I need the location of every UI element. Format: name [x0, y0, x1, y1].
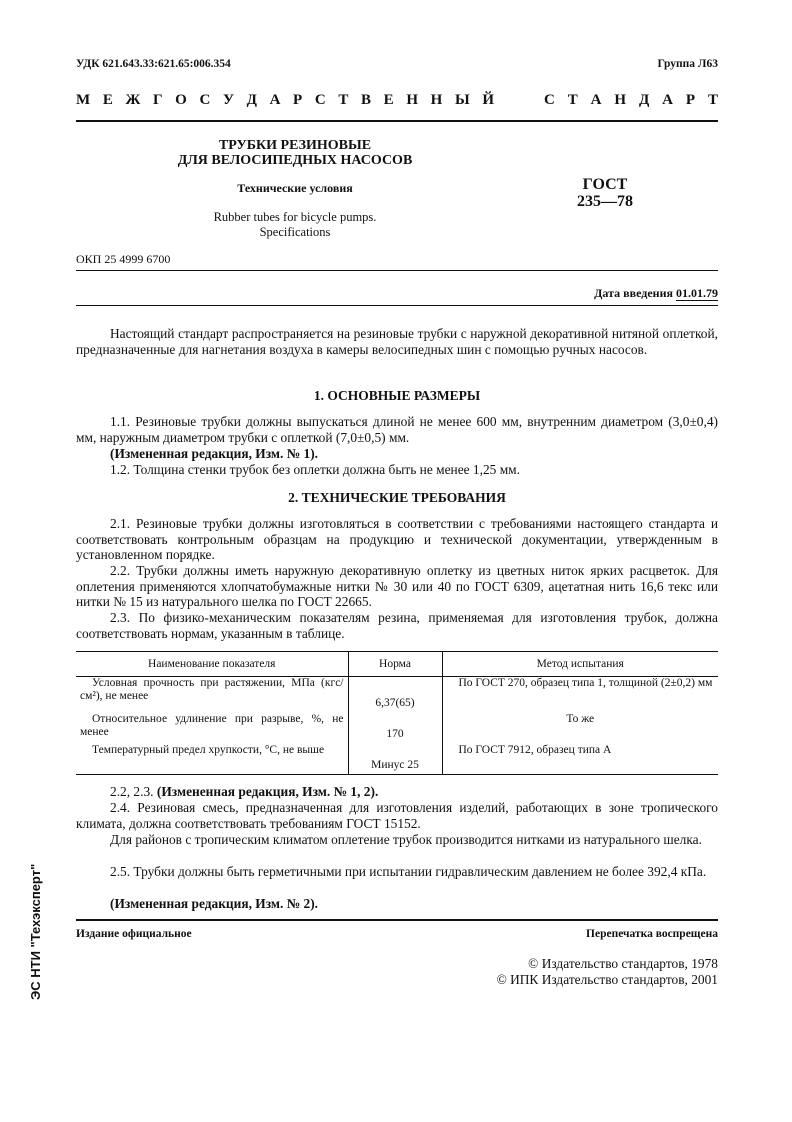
english-title [150, 210, 440, 240]
para-2-2: 2.2. Трубки должны иметь наружную декоративную оплетку из цветных ниток ярких расцветок. Для оплетения применяются хлопчатобумажные нитки № 30 или 40 по ГОСТ 6309, ацетатная нить 16,6 текс или нитки № 15 из натурального шелка по ГОСТ 22665. [76, 563, 718, 610]
group-code: Группа Л63 [657, 58, 718, 70]
effective-date-value: 01.01.79 [676, 286, 718, 300]
amendment-note-1: (Измененная редакция, Изм. № 1). [110, 446, 319, 461]
title-block-rule [76, 270, 718, 271]
footer-rule [76, 919, 718, 921]
gost-label: ГОСТ [582, 176, 628, 193]
table-header: Наименование показателя [76, 652, 348, 677]
table-cell-norm: Минус 25 [348, 741, 442, 775]
table-cell-name: Условная прочность при растяжении, МПа (кгс/см²), не менее [80, 677, 344, 702]
copyright-2: © ИПК Издательство стандартов, 2001 [496, 971, 718, 987]
section-2-heading: 2. ТЕХНИЧЕСКИЕ ТРЕБОВАНИЯ [288, 490, 506, 505]
okp-code: ОКП 25 4999 6700 [76, 252, 171, 266]
intro-paragraph: Настоящий стандарт распространяется на резиновые трубки с наружной декоративной нитяной оплеткой, предназначенные для нагнетания воздуха в камеры велосипедных шин с помощью ручных насосов. [76, 326, 718, 357]
banner-right: С Т А Н Д А Р Т [544, 92, 718, 108]
amendment-note-3: (Измененная редакция, Изм. № 2). [110, 896, 319, 911]
gost-number: 235—78 [577, 193, 633, 210]
para-2-1: 2.1. Резиновые трубки должны изготовляться в соответствии с требованиями настоящего стандарта и соответствовать контрольным образцам на продукцию и технической документации, утвержденным в установленном порядке. [76, 516, 718, 563]
english-title-line-2: Specifications [259, 225, 331, 239]
table-header-row [76, 652, 718, 677]
english-title-line-1: Rubber tubes for bicycle pumps. [213, 210, 377, 224]
table-cell-name: Температурный предел хрупкости, °С, не выше [76, 741, 348, 775]
table-header: Метод испытания [442, 652, 718, 677]
para-1-1: 1.1. Резиновые трубки должны выпускаться длиной не менее 600 мм, внутренним диаметром (3,0±0,4) мм, наружным диаметром трубки с оплеткой (7,0±0,5) мм. [76, 414, 718, 445]
table-header: Норма [348, 652, 442, 677]
table-cell-norm: 6,37(65) [348, 677, 442, 711]
official-edition: Издание официальное [76, 928, 192, 940]
table-cell-norm: 170 [348, 710, 442, 741]
para-2-5: 2.5. Трубки должны быть герметичными при испытании гидравлическим давлением не более 392,4 кПа. [110, 864, 707, 879]
subtitle: Технические условия [237, 181, 353, 195]
table-row [76, 677, 718, 711]
title-line-1: ТРУБКИ РЕЗИНОВЫЕ [218, 138, 372, 153]
gost-designation [545, 176, 665, 210]
norms-table [76, 651, 718, 775]
section-1-heading: 1. ОСНОВНЫЕ РАЗМЕРЫ [313, 388, 481, 403]
para-1-2: 1.2. Толщина стенки трубок без оплетки должна быть не менее 1,25 мм. [110, 462, 521, 477]
banner-left: М Е Ж Г О С У Д А Р С Т В Е Н Н Ы Й [76, 92, 494, 108]
side-watermark: ЭС НТИ "Техэксперт" [28, 863, 43, 1000]
effective-date [594, 286, 718, 301]
date-rule [76, 305, 718, 306]
table-cell-name: Относительное удлинение при разрыве, %, не менее [80, 713, 344, 738]
document-title [150, 138, 440, 168]
udk-code: УДК 621.643.33:621.65:006.354 [76, 58, 231, 70]
table-cell-method: По ГОСТ 7912, образец типа А [442, 741, 718, 775]
amendment-clauses: 2.2, 2.3. [110, 784, 154, 799]
effective-date-label: Дата введения [594, 286, 673, 300]
copyright-1: © Издательство стандартов, 1978 [528, 956, 718, 971]
table-cell-method: По ГОСТ 270, образец типа 1, толщиной (2±0,2) мм [442, 677, 718, 711]
para-tropic: Для районов с тропическим климатом оплетение трубок производится нитками из натурального шелка. [110, 832, 702, 847]
amendment-note-2 [76, 784, 718, 800]
amendment-text: (Измененная редакция, Изм. № 1, 2). [156, 784, 379, 799]
para-2-3: 2.3. По физико-механическим показателям резина, применяемая для изготовления трубок, должна соответствовать нормам, указанным в таблице. [76, 610, 718, 641]
table-row [76, 741, 718, 775]
para-2-4: 2.4. Резиновая смесь, предназначенная для изготовления изделий, работающих в зоне тропического климата, должна соответствовать требованиям ГОСТ 15152. [76, 800, 718, 831]
table-cell-method: То же [442, 710, 718, 741]
table-row [76, 710, 718, 741]
header-rule [76, 120, 718, 122]
reprint-notice: Перепечатка воспрещена [586, 928, 718, 940]
standard-banner [76, 92, 718, 109]
copyright-block [497, 956, 718, 987]
title-line-2: ДЛЯ ВЕЛОСИПЕДНЫХ НАСОСОВ [177, 153, 413, 168]
